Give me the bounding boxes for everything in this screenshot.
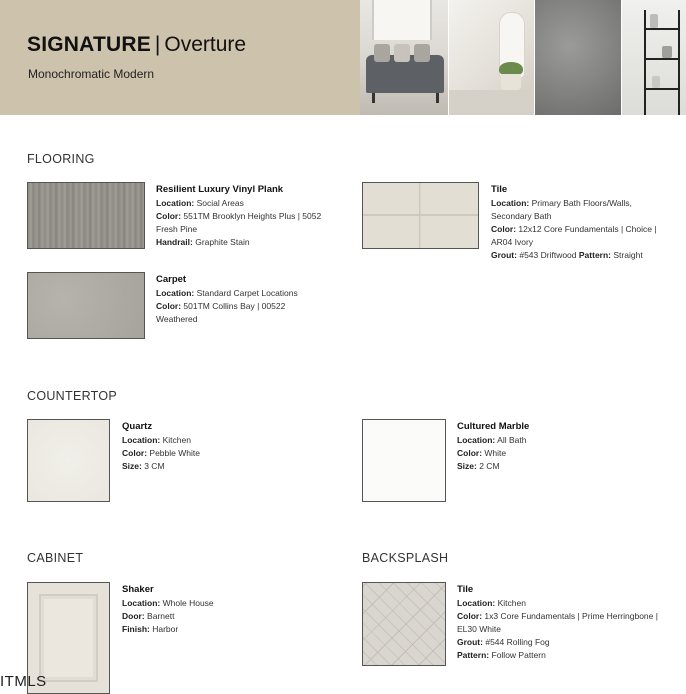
lvp-details	[156, 183, 356, 249]
cultured-marble-color: Color: White	[457, 448, 507, 458]
cushion-shape	[394, 44, 410, 62]
floor-tile-location: Location: Primary Bath Floors/Walls,	[491, 198, 632, 208]
carpet-swatch	[27, 272, 145, 339]
carpet-location: Location: Standard Carpet Locations	[156, 288, 298, 298]
counter-shape	[449, 90, 534, 115]
plant-pot-shape	[501, 74, 521, 90]
concrete-texture-photo	[535, 0, 621, 115]
cabinet-finish: Finish: Harbor	[122, 624, 179, 634]
cultured-marble-details	[457, 420, 657, 473]
backsplash-pattern: Pattern: Follow Pattern	[457, 650, 546, 660]
cushion-shape	[374, 44, 390, 62]
shelving-photo	[622, 0, 686, 115]
backsplash-color: Color: 1x3 Core Fundamentals | Prime Herringbone |	[457, 611, 658, 621]
cultured-marble-name: Cultured Marble	[457, 421, 530, 432]
quartz-name: Quartz	[122, 421, 153, 432]
quartz-size: Size: 3 CM	[122, 461, 165, 471]
shelf-object	[652, 76, 660, 88]
floor-tile-swatch	[362, 182, 479, 249]
carpet-color-cont: Weathered	[156, 314, 198, 324]
section-title-countertop: COUNTERTOP	[27, 389, 118, 403]
section-title-flooring: FLOORING	[27, 152, 95, 166]
shelf-bar	[644, 58, 678, 60]
carpet-name: Carpet	[156, 274, 187, 285]
floor-tile-color-cont: AR04 Ivory	[491, 237, 534, 247]
shelf-object	[662, 46, 672, 58]
cultured-marble-swatch	[362, 419, 446, 502]
quartz-location: Location: Kitchen	[122, 435, 191, 445]
header	[0, 0, 686, 115]
shelf-bar	[644, 88, 678, 90]
window-shape	[372, 0, 432, 40]
brand-bold: SIGNATURE	[27, 33, 151, 56]
mls-watermark: ITMLS	[0, 673, 47, 690]
backsplash-color-cont: EL30 White	[457, 624, 501, 634]
cushion-shape	[414, 44, 430, 62]
shelf-bar	[644, 28, 678, 30]
backsplash-swatch	[362, 582, 446, 666]
cabinet-details	[122, 583, 322, 636]
backsplash-location: Location: Kitchen	[457, 598, 526, 608]
brand-title	[27, 33, 246, 57]
shelf-post	[644, 10, 646, 115]
backsplash-grout: Grout: #544 Rolling Fog	[457, 637, 550, 647]
brand-collection: Overture	[164, 33, 247, 56]
kitchen-counter-photo	[449, 0, 534, 115]
brand-tagline: Monochromatic Modern	[28, 67, 155, 81]
cultured-marble-size: Size: 2 CM	[457, 461, 500, 471]
lvp-color-cont: Fresh Pine	[156, 224, 198, 234]
brand-separator: |	[154, 33, 161, 56]
lvp-swatch	[27, 182, 145, 249]
cabinet-door-panel	[39, 594, 98, 682]
sofa-leg	[436, 93, 439, 103]
carpet-details	[156, 273, 356, 326]
sofa-leg	[372, 93, 375, 103]
lvp-location: Location: Social Areas	[156, 198, 244, 208]
quartz-color: Color: Pebble White	[122, 448, 200, 458]
section-title-cabinet: CABINET	[27, 551, 84, 565]
floor-tile-grout-pattern: Grout: #543 Driftwood Pattern: Straight	[491, 250, 643, 260]
quartz-swatch	[27, 419, 110, 502]
shelf-object	[650, 14, 658, 28]
lvp-color: Color: 551TM Brooklyn Heights Plus | 5052	[156, 211, 322, 221]
section-title-backsplash: BACKSPLASH	[362, 551, 449, 565]
floor-tile-details	[491, 183, 681, 262]
backsplash-details	[457, 583, 682, 662]
shelf-post	[678, 10, 680, 115]
carpet-color: Color: 501TM Collins Bay | 00522	[156, 301, 286, 311]
quartz-details	[122, 420, 322, 473]
lvp-name: Resilient Luxury Vinyl Plank	[156, 184, 284, 195]
cabinet-location: Location: Whole House	[122, 598, 214, 608]
living-room-photo	[360, 0, 448, 115]
lvp-handrail: Handrail: Graphite Stain	[156, 237, 250, 247]
backsplash-name: Tile	[457, 584, 474, 595]
cabinet-name: Shaker	[122, 584, 154, 595]
header-band	[0, 0, 360, 115]
floor-tile-location-cont: Secondary Bath	[491, 211, 552, 221]
cultured-marble-location: Location: All Bath	[457, 435, 527, 445]
floor-tile-color: Color: 12x12 Core Fundamentals | Choice |	[491, 224, 657, 234]
floor-tile-name: Tile	[491, 184, 508, 195]
cabinet-door: Door: Barnett	[122, 611, 175, 621]
